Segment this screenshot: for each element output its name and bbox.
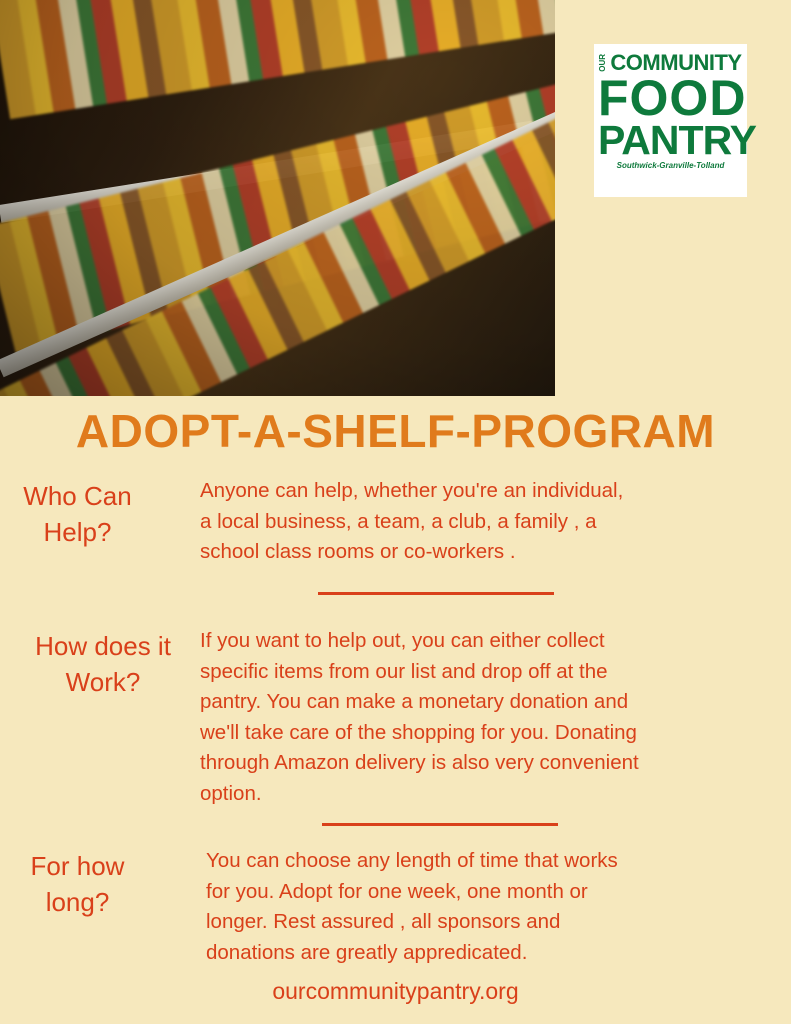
label-line: For how [30, 851, 125, 881]
divider-1 [318, 592, 554, 595]
section-body-how [200, 626, 760, 809]
body-line: longer. Rest assured , all sponsors and [206, 910, 561, 933]
body-line: pantry. You can make a monetary donation and [200, 690, 629, 713]
label-line: Work? [65, 667, 141, 697]
body-line: a local business, a team, a club, a family , a [200, 509, 597, 533]
grocery-shelves-photo [0, 0, 555, 396]
logo-pantry: PANTRY [598, 117, 756, 163]
page-title: ADOPT-A-SHELF-PROGRAM [75, 405, 716, 457]
label-line: How does it [35, 631, 171, 661]
body-line: through Amazon delivery is also very convenient [200, 751, 639, 774]
label-line: long? [45, 887, 110, 917]
body-line: specific items from our list and drop off at the [200, 659, 608, 683]
section-body-how-long [206, 846, 766, 968]
label-line: Help? [43, 517, 112, 547]
section-label-how [18, 628, 188, 700]
food-pantry-logo [594, 44, 756, 197]
logo-community: COMMUNITY [610, 50, 742, 75]
body-line: If you want to help out, you can either collect [200, 629, 605, 652]
divider-2 [322, 823, 558, 826]
body-line: school class rooms or co-workers . [200, 540, 516, 563]
section-label-how-long [10, 848, 145, 920]
body-line: we'll take care of the shopping for you. Donating [200, 720, 637, 744]
logo-towns: Southwick-Granville-Tolland [616, 160, 725, 170]
website-url: ourcommunitypantry.org [272, 978, 519, 1004]
body-line: for you. Adopt for one week, one month or [206, 879, 588, 903]
logo-our: OUR [598, 54, 608, 72]
logo-food: FOOD [598, 70, 747, 126]
label-line: Who Can [23, 481, 132, 511]
body-line: option. [200, 781, 262, 805]
body-line: Anyone can help, whether you're an individual, [200, 479, 624, 502]
body-line: You can choose any length of time that works [206, 849, 618, 872]
section-label-who [10, 478, 145, 550]
body-line: donations are greatly appredicated. [206, 940, 528, 964]
section-body-who [200, 476, 760, 568]
